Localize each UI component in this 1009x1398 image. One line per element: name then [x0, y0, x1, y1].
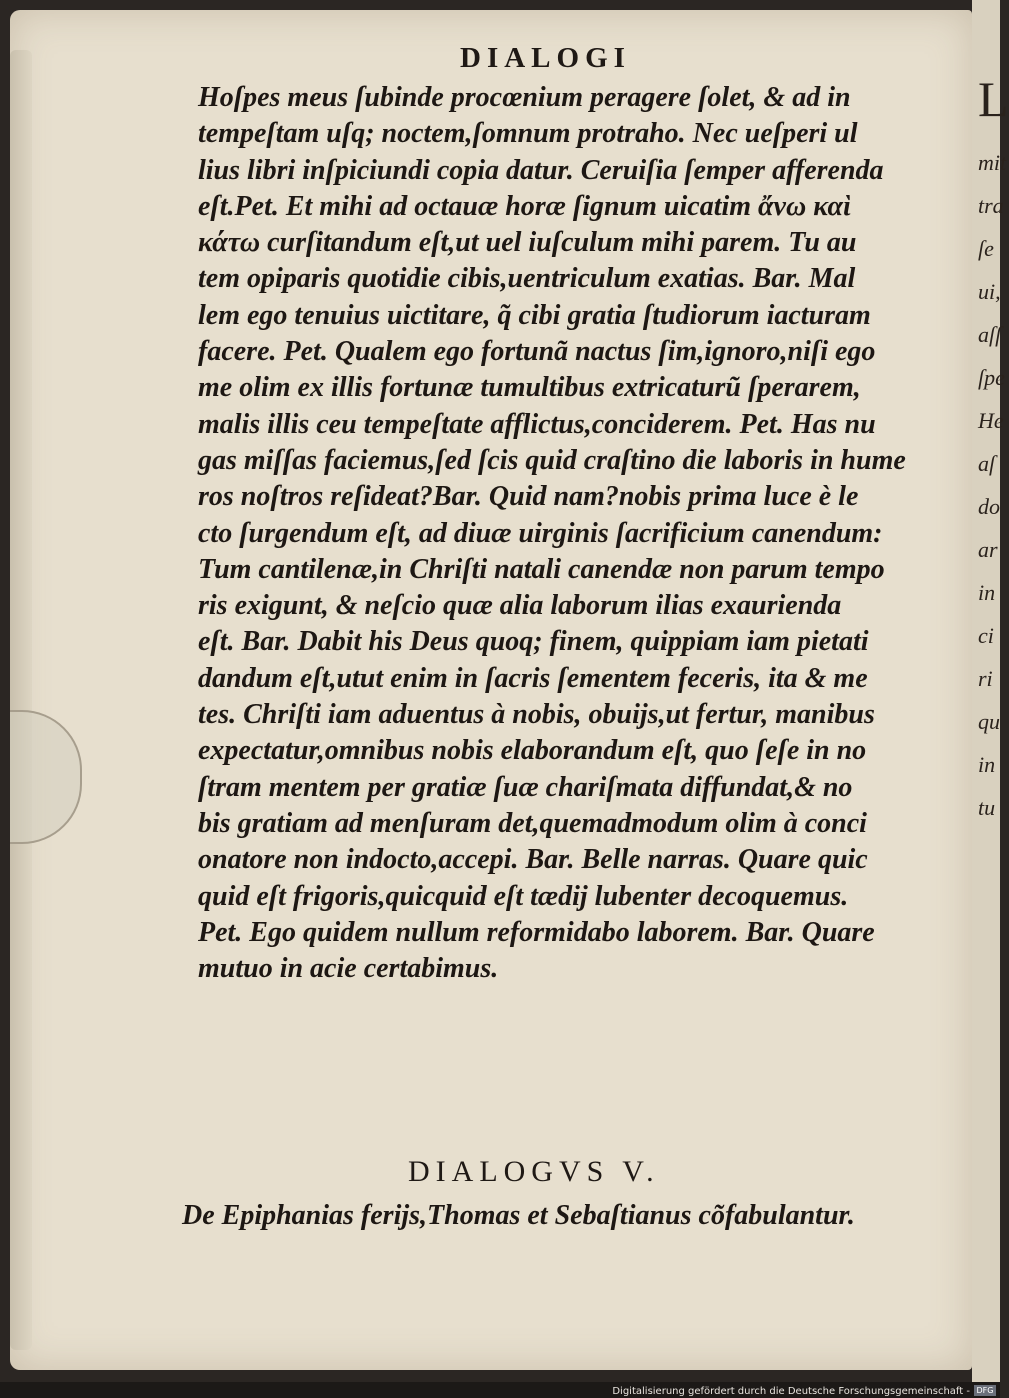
- section-subtitle: De Epiphanias ferijs,Thomas et Sebaſtianus cõfabulantur.: [182, 1200, 855, 1231]
- footer-bar: [0, 1382, 1000, 1398]
- facing-page-fragment: tu: [978, 795, 996, 820]
- facing-page-fragment: ar: [978, 537, 998, 562]
- facing-page-fragment: do: [978, 494, 1000, 519]
- body-text: [198, 80, 963, 987]
- text-line: eſt.Pet. Et mihi ad octauæ horæ ſignum uicatim ἄνω καὶ: [198, 190, 851, 222]
- text-line: mutuo in acie certabimus.: [198, 953, 499, 985]
- facing-page-fragment: L: [978, 71, 1009, 127]
- section-title: DIALOGVS V.: [408, 1155, 660, 1188]
- facing-page-fragment: in: [978, 752, 996, 777]
- dfg-logo: DFG: [974, 1385, 996, 1396]
- facing-page-fragment: in: [978, 580, 996, 605]
- facing-page-fragment: qu: [978, 709, 1000, 734]
- page-clip: [10, 710, 82, 844]
- text-line: lius libri inſpiciundi copia datur. Ceruiſia ſemper afferenda: [198, 154, 884, 186]
- facing-page-fragment: aſſ: [978, 322, 1002, 347]
- facing-page-fragment: ri: [978, 666, 993, 691]
- text-line: tes. Chriſti iam aduentus à nobis, obuijs,ut fertur, manibus: [198, 699, 875, 731]
- facing-page-fragment: ci: [978, 623, 994, 648]
- text-line: cto ſurgendum eſt, ad diuæ uirginis ſacrificium canendum:: [198, 517, 883, 549]
- text-line: κάτω curſitandum eſt,ut uel iuſculum mihi parem. Tu au: [198, 227, 857, 259]
- facing-page: [972, 0, 1009, 1385]
- page-edge: [10, 50, 32, 1350]
- text-line: Hoſpes meus ſubinde procœnium peragere ſolet, & ad in: [198, 82, 851, 113]
- text-line: gas miſſas faciemus,ſed ſcis quid craſtino die laboris in hume: [198, 444, 906, 476]
- text-line: tempeſtam uſq; noctem,ſomnum protraho. Nec ueſperi ul: [198, 118, 858, 150]
- text-line: Tum cantilenæ,in Chriſti natali canendæ non parum tempo: [198, 553, 885, 585]
- text-line: ris exigunt, & neſcio quæ alia laborum ilias exaurienda: [198, 590, 842, 622]
- running-header: DIALOGI: [460, 42, 631, 74]
- facing-page-fragment: aſ: [978, 451, 996, 476]
- text-line: quid eſt frigoris,quicquid eſt tædij lubenter decoquemus.: [198, 880, 849, 912]
- facing-page-fragment: tra: [978, 193, 1004, 218]
- text-line: tem opiparis quotidie cibis,uentriculum exatias. Bar. Mal: [198, 263, 856, 295]
- text-line: eſt. Bar. Dabit his Deus quoq; finem, quippiam iam pietati: [198, 626, 869, 658]
- text-line: ſtram mentem per gratiæ ſuæ chariſmata diffundat,& no: [198, 771, 853, 803]
- text-line: facere. Pet. Qualem ego fortunã nactus ſim,ignoro,niſi ego: [198, 336, 876, 368]
- text-line: lem ego tenuius uictitare, q̃ cibi gratia ſtudiorum iacturam: [198, 299, 871, 331]
- facing-page-fragment: ui,: [978, 279, 1001, 304]
- text-line: malis illis ceu tempeſtate afflictus,conciderem. Pet. Has nu: [198, 408, 876, 440]
- text-line: expectatur,omnibus nobis elaborandum eſt, quo ſeſe in no: [198, 735, 867, 767]
- text-line: me olim ex illis fortunæ tumultibus extricaturũ ſperarem,: [198, 372, 861, 404]
- facing-page-fragment: mit: [978, 150, 1007, 175]
- facing-page-fragment: ſe: [978, 236, 994, 261]
- footer-credit: Digitalisierung gefördert durch die Deutsche Forschungsgemeinschaft -: [612, 1386, 970, 1397]
- facing-page-fragment: He: [978, 408, 1004, 433]
- text-line: dandum eſt,utut enim in ſacris ſementem feceris, ita & me: [198, 662, 868, 694]
- text-line: onatore non indocto,accepi. Bar. Belle narras. Quare quic: [198, 844, 868, 876]
- text-line: ros noſtros reſideat?Bar. Quid nam?nobis prima luce è le: [198, 481, 859, 513]
- facing-page-fragment: ſpe: [978, 365, 1005, 390]
- text-line: Pet. Ego quidem nullum reformidabo laborem. Bar. Quare: [198, 916, 875, 948]
- text-line: bis gratiam ad menſuram det,quemadmodum olim à conci: [198, 807, 867, 839]
